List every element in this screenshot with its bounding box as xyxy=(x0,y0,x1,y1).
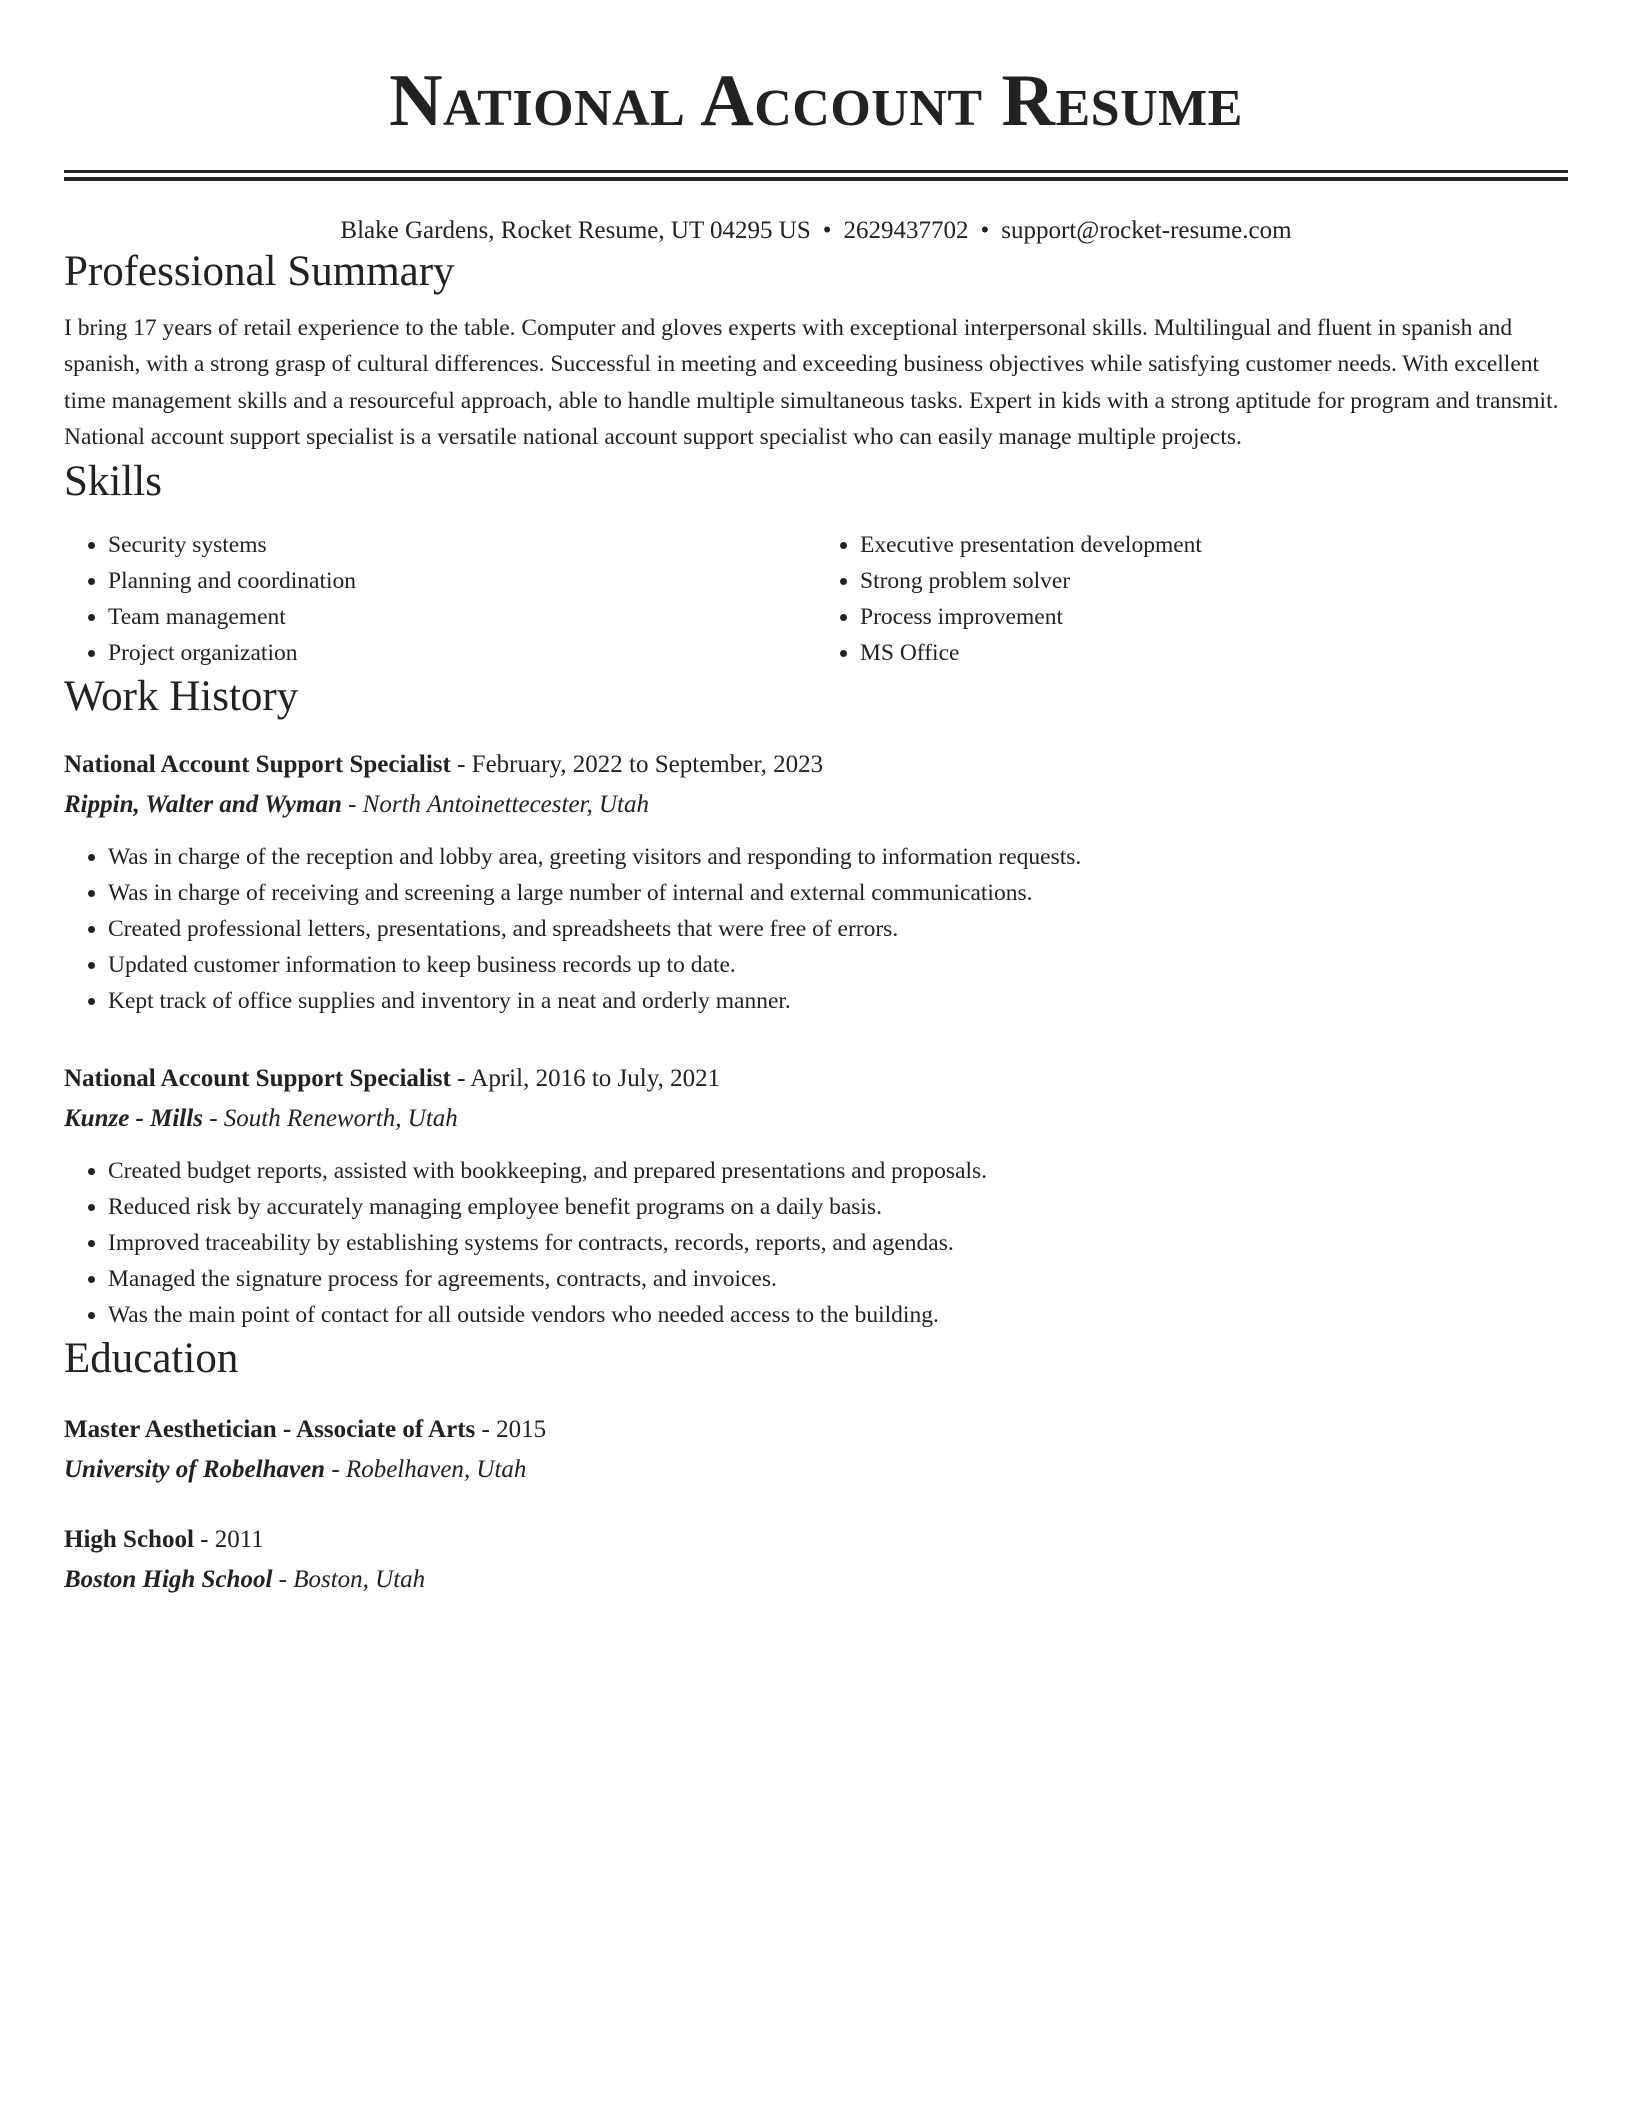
education-degree-line xyxy=(64,1520,1568,1560)
skills-column-right xyxy=(816,527,1568,671)
skill-item: • Team management xyxy=(108,599,816,635)
work-history-heading: Work History xyxy=(64,673,299,721)
resume-title: National Account Resume xyxy=(389,60,1243,142)
contact-separator: • xyxy=(822,217,832,244)
skill-item: • Project organization xyxy=(108,635,816,671)
education-entry xyxy=(64,1410,1568,1490)
job-duty: • Managed the signature process for agreements, contracts, and invoices. xyxy=(108,1261,1568,1297)
summary-text: I bring 17 years of retail experience to the table. Computer and gloves experts with exceptional interpersonal skills. Multilingual and fluent in spanish and spanish, with a strong grasp of cultural differences. Successful in meeting and exceeding business objectives while satisfying customer needs. With excellent time management skills and a resourceful approach, able to handle multiple simultaneous tasks. Expert in kids with a strong aptitude for program and transmit. National account support specialist is a versatile national account support specialist who can easily manage multiple projects. xyxy=(64,314,1559,451)
job-company: Rippin, Walter and Wyman xyxy=(64,790,342,818)
skill-item: • Planning and coordination xyxy=(108,563,816,599)
education-school-line xyxy=(64,1560,1568,1600)
job-dates: - February, 2022 to September, 2023 xyxy=(450,750,824,778)
education-school: University of Robelhaven xyxy=(64,1456,326,1484)
contact-separator: • xyxy=(980,217,990,244)
job-entry xyxy=(64,745,1568,1019)
skills-list xyxy=(64,527,1568,671)
job-entry xyxy=(64,1059,1568,1333)
education-degree: Master Aesthetician - Associate of Arts xyxy=(64,1416,476,1444)
job-company-line xyxy=(64,785,1568,825)
skills-column-left xyxy=(64,527,816,671)
skill-item: • Process improvement xyxy=(860,599,1568,635)
job-duty: • Reduced risk by accurately managing employee benefit programs on a daily basis. xyxy=(108,1189,1568,1225)
job-title-line xyxy=(64,1059,1568,1099)
job-location: - North Antoinettecester, Utah xyxy=(341,790,650,818)
education-entry xyxy=(64,1520,1568,1600)
education-degree-line xyxy=(64,1410,1568,1450)
education-year: - 2011 xyxy=(193,1526,264,1554)
skill-item: • Executive presentation development xyxy=(860,527,1568,563)
job-duties xyxy=(64,839,1568,1019)
job-duty: • Created budget reports, assisted with bookkeeping, and prepared presentations and proposals. xyxy=(108,1153,1568,1189)
job-duty: • Was in charge of the reception and lobby area, greeting visitors and responding to information requests. xyxy=(108,839,1568,875)
job-company-line xyxy=(64,1099,1568,1139)
job-role: National Account Support Specialist xyxy=(64,1064,451,1092)
education-heading: Education xyxy=(64,1334,239,1382)
contact-address: Blake Gardens, Rocket Resume, UT 04295 US xyxy=(340,217,811,244)
job-duties xyxy=(64,1153,1568,1333)
contact-line xyxy=(64,216,1568,246)
title-divider xyxy=(64,170,1568,181)
education-year: - 2015 xyxy=(475,1416,547,1444)
education-location: - Boston, Utah xyxy=(272,1566,426,1594)
skill-item: • Security systems xyxy=(108,527,816,563)
job-dates: - April, 2016 to July, 2021 xyxy=(450,1064,721,1092)
contact-email: support@rocket-resume.com xyxy=(1001,217,1292,244)
job-duty: • Was in charge of receiving and screening a large number of internal and external communications. xyxy=(108,875,1568,911)
skill-item: • MS Office xyxy=(860,635,1568,671)
contact-phone: 2629437702 xyxy=(843,217,969,244)
education-school: Boston High School xyxy=(64,1566,273,1594)
job-duty: • Improved traceability by establishing systems for contracts, records, reports, and agendas. xyxy=(108,1225,1568,1261)
skills-heading: Skills xyxy=(64,457,162,505)
summary-heading: Professional Summary xyxy=(64,248,455,295)
job-duty: • Updated customer information to keep business records up to date. xyxy=(108,947,1568,983)
education-degree: High School xyxy=(64,1526,194,1554)
job-duty: • Created professional letters, presentations, and spreadsheets that were free of errors. xyxy=(108,911,1568,947)
job-company: Kunze - Mills xyxy=(64,1104,203,1132)
job-location: - South Reneworth, Utah xyxy=(202,1104,458,1132)
job-duty: • Was the main point of contact for all outside vendors who needed access to the building. xyxy=(108,1297,1568,1333)
skill-item: • Strong problem solver xyxy=(860,563,1568,599)
job-duty: • Kept track of office supplies and inventory in a neat and orderly manner. xyxy=(108,983,1568,1019)
job-title-line xyxy=(64,745,1568,785)
education-school-line xyxy=(64,1450,1568,1490)
job-role: National Account Support Specialist xyxy=(64,750,451,778)
education-location: - Robelhaven, Utah xyxy=(325,1456,527,1484)
